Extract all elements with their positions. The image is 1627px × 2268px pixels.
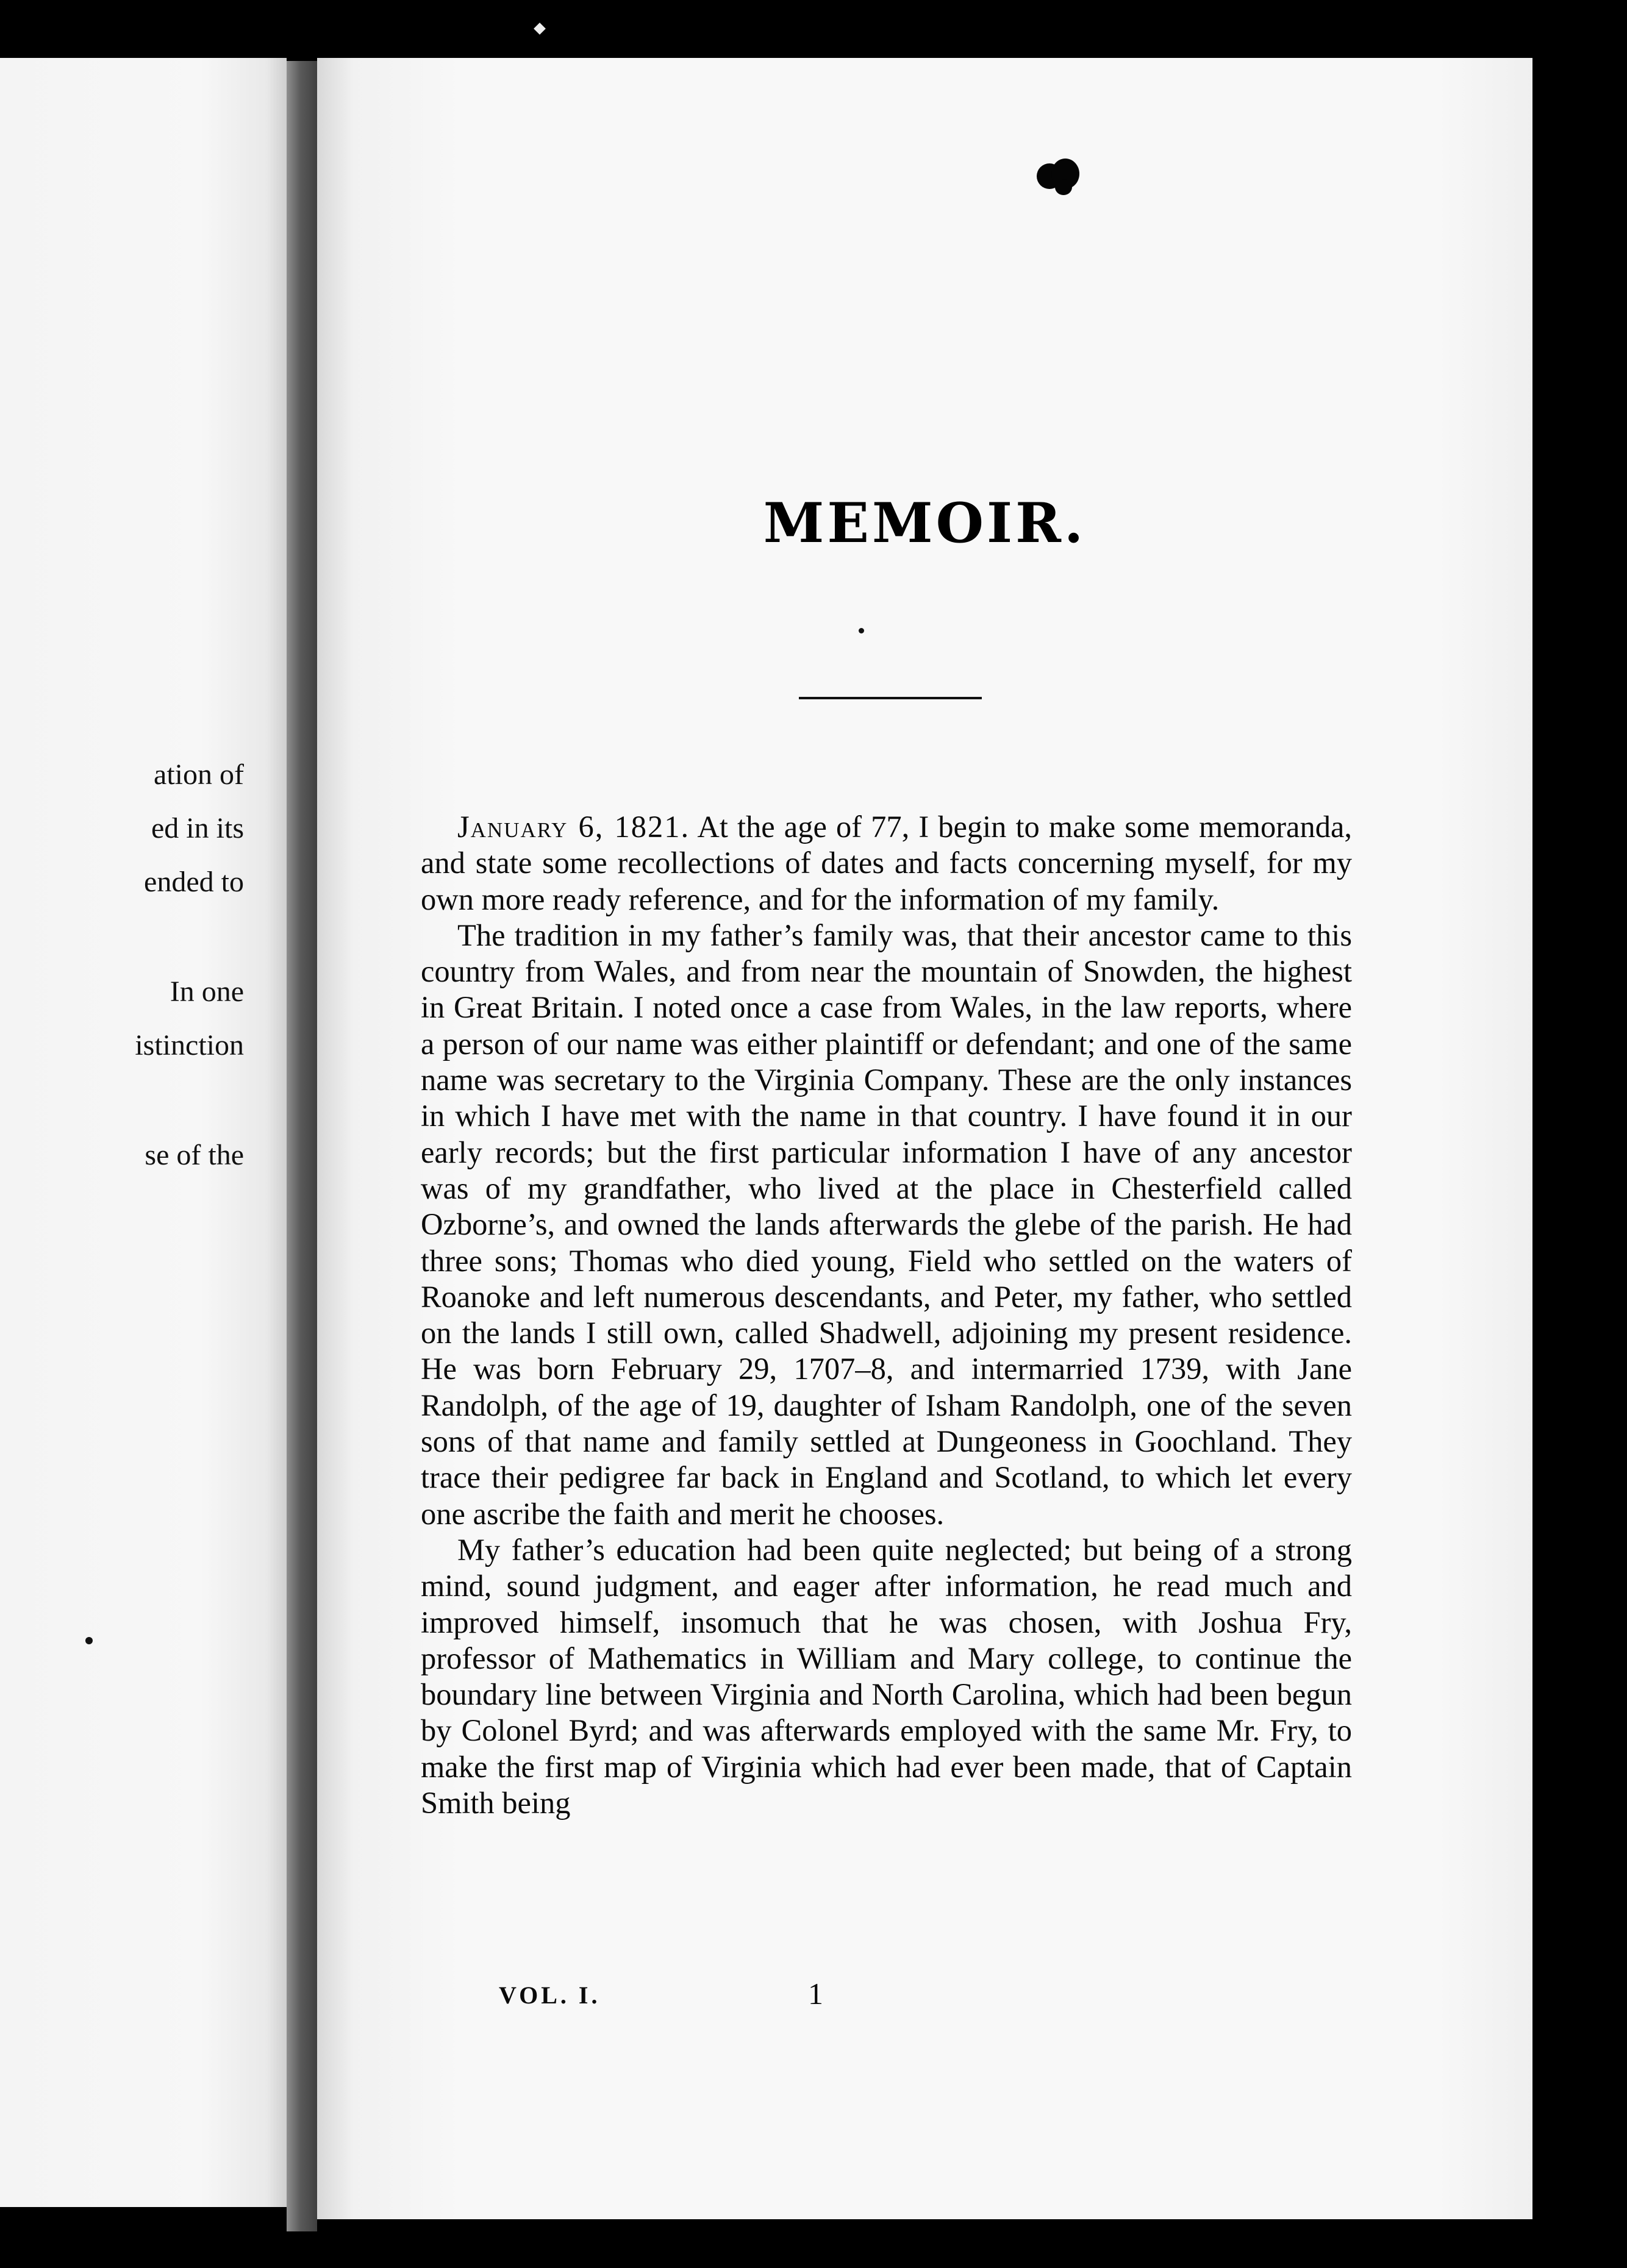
facing-page-line: ation of [154, 758, 244, 791]
paragraph-text: My father’s education had been quite neglected; but being of a strong mind, sound judgment, and eager after information, he read much and improved himself, insomuch that he was chosen, with Joshua Fry, professor of Mathematics in William and Mary college, to continue the boundary line between Virginia and North Carolina, which had been begun by Colonel Byrd; and was afterwards employed with the same Mr. Fry, to make the first map of Virginia which had ever been made, that of Captain Smith being [421, 1532, 1352, 1820]
paragraph [421, 1532, 1352, 1821]
facing-page-line: ended to [144, 866, 244, 898]
ink-speck [859, 628, 864, 633]
title-rule [799, 697, 982, 699]
memoir-page [317, 58, 1532, 2219]
memoir-body [421, 809, 1352, 1821]
paragraph [421, 918, 1352, 1532]
dateline: January 6, 1821. [457, 810, 690, 844]
ink-speck [85, 1637, 93, 1644]
facing-page-line: In one [170, 975, 244, 1008]
page-title: MEMOIR. [763, 491, 1087, 555]
ink-blot [1037, 159, 1079, 195]
paragraph-text: The tradition in my father’s family was, that their ancestor came to this country from Wales, and from near the mountain of Snowden, the highest in Great Britain. I noted once a case from Wales, in the law reports, where a person of our name was either plaintiff or defendant; and one of the same name was secretary to the Virginia Company. These are the only instances in which I have met with the name in that country. I have found it in our early records; but the first particular information I have of any ancestor was of my grandfather, who lived at the place in Chesterfield called Ozborne’s, and owned the lands afterwards the glebe of the parish. He had three sons; Thomas who died young, Field who settled on the waters of Roanoke and left numerous descendants, and Peter, my father, who settled on the lands I still own, called Shadwell, adjoining my present residence. He was born February 29, 1707–8, and intermarried 1739, with Jane Randolph, of the age of 19, daughter of Isham Randolph, one of the seven sons of that name and family settled at Dungeoness in Goochland. They trace their pedigree far back in England and Scotland, to which let every one ascribe the faith and merit he chooses. [421, 918, 1352, 1531]
facing-page [0, 58, 287, 2207]
paragraph [421, 809, 1352, 918]
volume-label: VOL. I. [499, 1981, 601, 2009]
paragraph-text: At the age of 77, I begin to make some memoranda, and state some recollections of dates and facts concerning myself, for my own more ready reference, and for the information of my family. [421, 810, 1352, 916]
facing-page-line: se of the [145, 1139, 244, 1171]
book-gutter [287, 61, 317, 2231]
facing-page-line: ed in its [151, 812, 244, 844]
signature-mark: 1 [808, 1977, 823, 2011]
scan-mark [534, 23, 546, 35]
facing-page-line: istinction [135, 1029, 244, 1061]
